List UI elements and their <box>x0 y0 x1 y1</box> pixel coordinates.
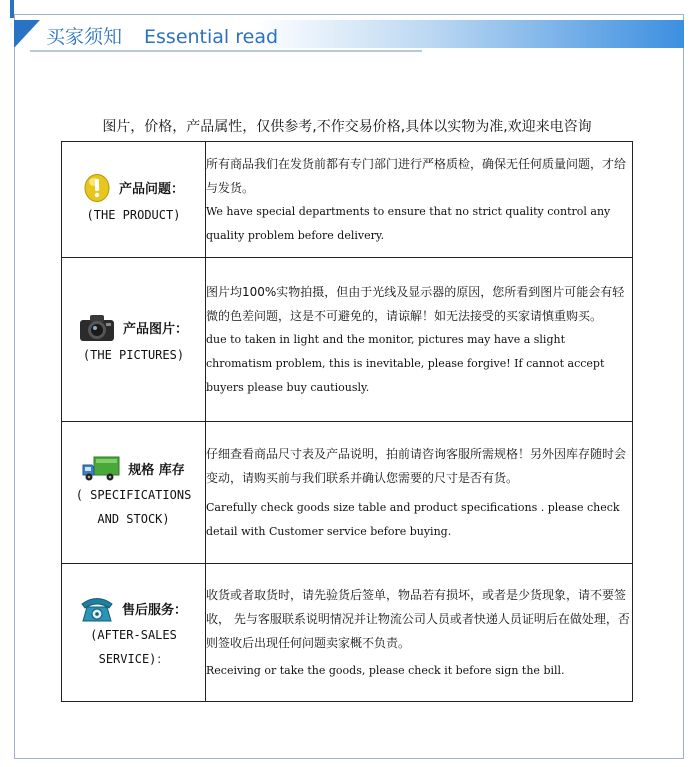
row-text-en: Receiving or take the goods, please check it before sign the bill. <box>206 663 565 677</box>
label-cell-product <box>62 142 206 258</box>
row-text-zh: 收货或者取货时，请先验货后签单，物品若有损坏，或者是少货现象，请不要签收， 先与客服联系说明情况并让物流公司人员或者快递人员证明后在做处理，否则签收后出现任何问题卖家概不负责。 <box>206 587 630 650</box>
body-cell-pictures <box>206 258 633 422</box>
row-subtitle: SERVICE)： <box>98 651 169 666</box>
info-table <box>61 141 633 702</box>
left-accent-bar <box>10 0 14 18</box>
table-row <box>62 564 633 702</box>
table-row <box>62 142 633 258</box>
row-text-en: due to taken in light and the monitor, pictures may have a slight chromatism problem, this is inevitable, please forgive! If cannot accept buyers please buy cautiously. <box>206 332 605 394</box>
row-text-en: Carefully check goods size table and product specifications . please check detail with Customer service before buying. <box>206 500 620 538</box>
label-cell-specifications <box>62 422 206 564</box>
row-subtitle: AND STOCK) <box>97 511 170 526</box>
exclamation-icon <box>83 173 111 203</box>
telephone-icon <box>80 595 114 623</box>
row-text-en: We have special departments to ensure that no strict quality control any quality problem before delivery. <box>206 204 611 242</box>
section-title-zh: 买家须知 <box>46 26 123 48</box>
table-row <box>62 258 633 422</box>
row-title: 规格 库存 <box>128 463 185 478</box>
row-title: 产品图片： <box>122 322 188 337</box>
row-subtitle: ( SPECIFICATIONS <box>75 487 192 502</box>
price-notice: 图片，价格，产品属性，仅供参考,不作交易价格,具体以实物为准,欢迎来电咨询 <box>102 119 592 135</box>
header-triangle <box>14 20 40 48</box>
table-row <box>62 422 633 564</box>
row-text-zh: 图片均100%实物拍摄，但由于光线及显示器的原因，您所看到图片可能会有轻微的色差问题，这是不可避免的，请谅解！如无法接受的买家请慎重购买。 <box>206 284 625 323</box>
header-underline <box>30 50 422 52</box>
body-cell-product <box>206 142 633 258</box>
row-title: 售后服务： <box>121 603 187 618</box>
label-cell-after-sales <box>62 564 206 702</box>
label-cell-pictures <box>62 258 206 422</box>
row-text-zh: 所有商品我们在发货前都有专门部门进行严格质检，确保无任何质量问题，才给与发货。 <box>206 156 627 195</box>
body-cell-specifications <box>206 422 633 564</box>
row-subtitle: (THE PICTURES) <box>82 347 185 362</box>
section-title-en: Essential read <box>144 26 279 48</box>
row-subtitle: (AFTER-SALES <box>90 627 177 642</box>
truck-icon <box>82 455 120 483</box>
camera-icon <box>79 313 115 343</box>
body-cell-after-sales <box>206 564 633 702</box>
row-title: 产品问题： <box>118 182 184 197</box>
section-title <box>46 22 278 49</box>
row-subtitle: (THE PRODUCT) <box>86 207 181 222</box>
row-text-zh: 仔细查看商品尺寸表及产品说明，拍前请咨询客服所需规格！另外因库存随时会变动，请购买前与我们联系并确认您需要的尺寸是否有货。 <box>206 446 627 485</box>
